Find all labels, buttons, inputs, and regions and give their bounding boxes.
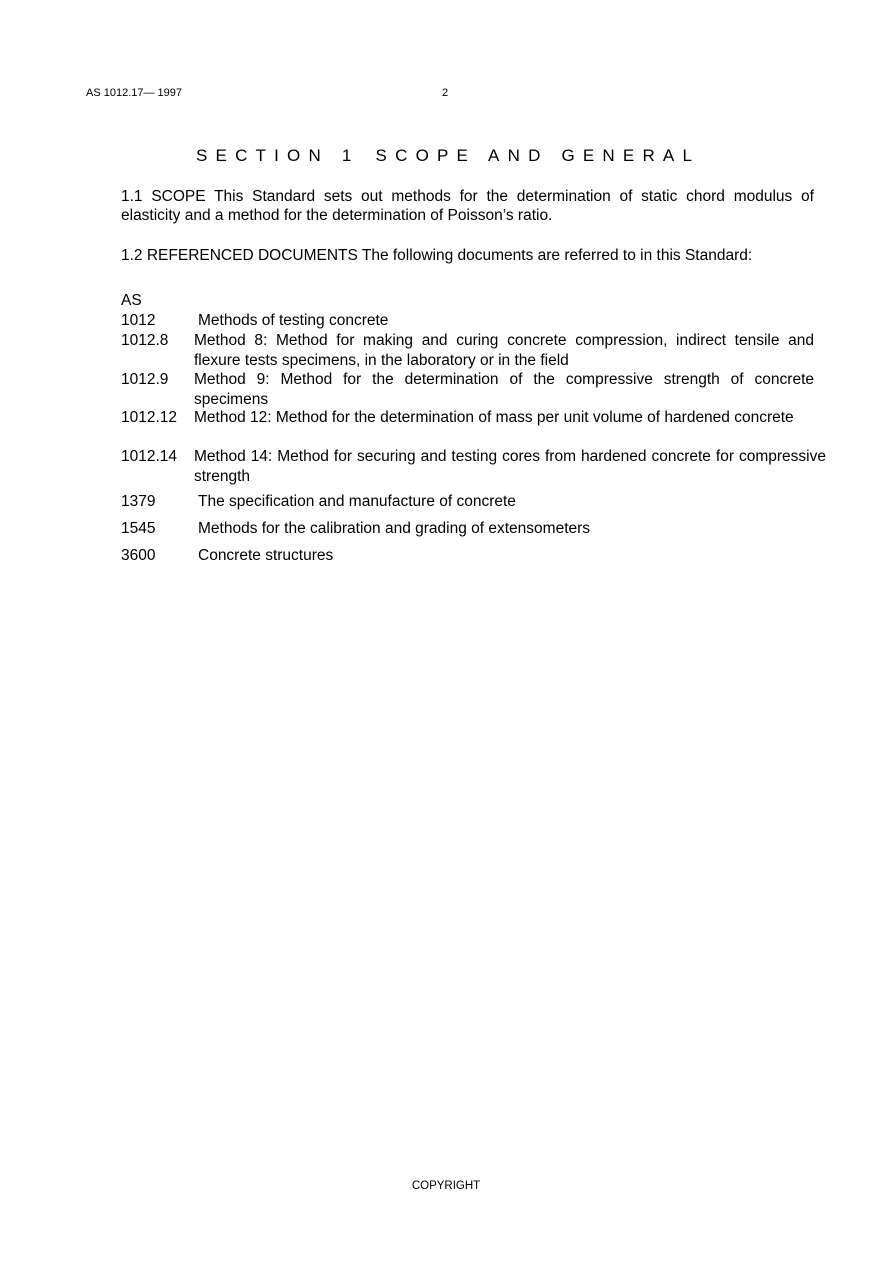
reference-code: 3600 [121, 547, 156, 564]
reference-title: The specification and manufacture of concrete [198, 493, 516, 510]
reference-title: Method 14: Method for securing and testing cores from hardened concrete for compressive strength [194, 448, 826, 485]
reference-code: 1012.14 [121, 448, 178, 465]
reference-code: 1012 [121, 312, 156, 329]
section-heading [196, 146, 700, 166]
reference-title: Methods of testing concrete [198, 312, 389, 329]
reference-code: 1012.8 [121, 332, 169, 349]
reference-code: 1545 [121, 520, 156, 537]
section-label: SECTION 1 [196, 146, 360, 165]
scope-paragraph: 1.1 SCOPE This Standard sets out methods for the determination of static chord modulus of elasticity and a method for the determination of Poisson’s ratio. [121, 188, 814, 224]
reference-code: 1012.12 [121, 409, 178, 426]
reference-title: Method 12: Method for the determination of mass per unit volume of hardened concrete [194, 409, 794, 426]
reference-code: 1379 [121, 493, 156, 510]
section-title: SCOPE AND GENERAL [375, 146, 701, 165]
document-designation: AS 1012.17— 1997 [86, 87, 183, 99]
referenced-documents-paragraph: 1.2 REFERENCED DOCUMENTS The following documents are referred to in this Standard: [121, 247, 753, 264]
reference-title: Methods for the calibration and grading of extensometers [198, 520, 591, 537]
copyright-footer: COPYRIGHT [411, 1180, 481, 1192]
reference-group-heading: AS [121, 292, 142, 309]
reference-code: 1012.9 [121, 371, 169, 388]
reference-title: Method 8: Method for making and curing concrete compression, indirect tensile and flexure tests specimens, in the laboratory or in the field [194, 332, 814, 369]
reference-title: Method 9: Method for the determination of the compressive strength of concrete specimens [194, 371, 814, 408]
page-number: 2 [442, 87, 449, 99]
reference-title: Concrete structures [198, 547, 334, 564]
